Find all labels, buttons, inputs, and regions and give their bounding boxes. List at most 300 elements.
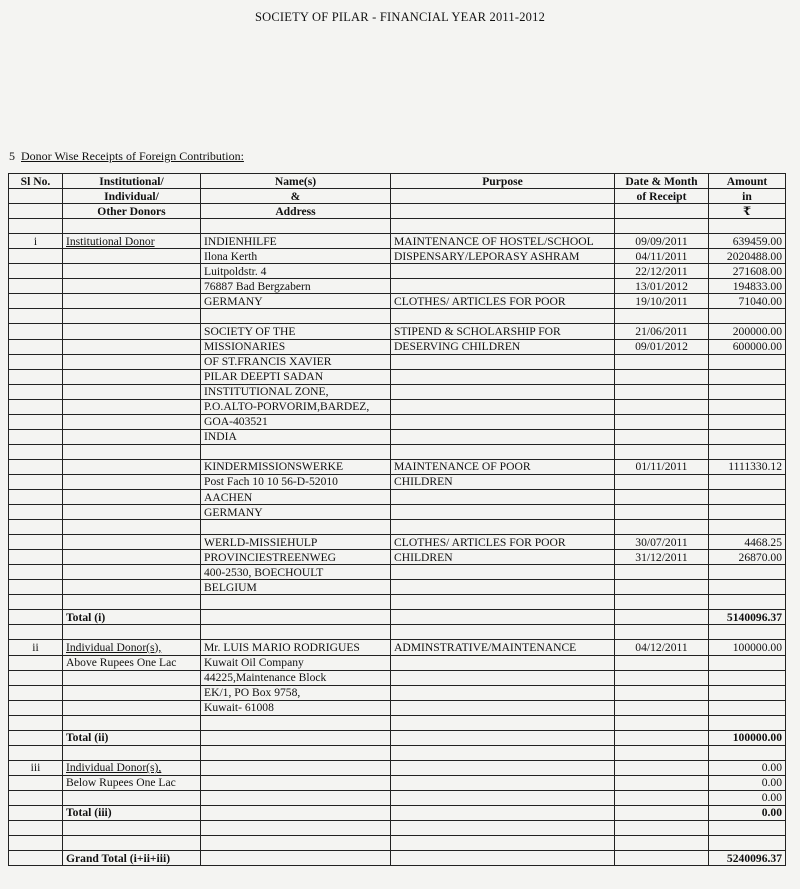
header-receipt-date — [615, 204, 709, 219]
header-amount: ₹ — [709, 204, 786, 219]
table-row — [9, 821, 786, 836]
cell-receipt-date — [615, 429, 709, 444]
cell-amount — [709, 369, 786, 384]
cell-amount: 639459.00 — [709, 234, 786, 249]
cell-donor-type — [63, 790, 201, 805]
cell-sl-no — [9, 369, 63, 384]
table-row — [9, 474, 786, 489]
cell-receipt-date — [615, 489, 709, 504]
table-row — [9, 294, 786, 309]
table-row — [9, 790, 786, 805]
cell-name-address: INDIA — [201, 429, 391, 444]
cell-receipt-date: 13/01/2012 — [615, 279, 709, 294]
table-row — [9, 459, 786, 474]
cell-donor-type — [63, 219, 201, 234]
cell-name-address: PILAR DEEPTI SADAN — [201, 369, 391, 384]
cell-sl-no — [9, 489, 63, 504]
table-row — [9, 429, 786, 444]
cell-amount — [709, 836, 786, 851]
cell-purpose — [391, 414, 615, 429]
cell-receipt-date — [615, 399, 709, 414]
cell-donor-type — [63, 565, 201, 580]
cell-sl-no — [9, 264, 63, 279]
cell-sl-no — [9, 730, 63, 745]
table-row — [9, 324, 786, 339]
cell-receipt-date: 31/12/2011 — [615, 550, 709, 565]
cell-name-address — [201, 715, 391, 730]
cell-receipt-date — [615, 775, 709, 790]
cell-donor-type — [63, 279, 201, 294]
cell-amount: 5140096.37 — [709, 610, 786, 625]
cell-purpose — [391, 444, 615, 459]
cell-receipt-date — [615, 836, 709, 851]
cell-name-address: GERMANY — [201, 505, 391, 520]
cell-purpose — [391, 715, 615, 730]
cell-purpose — [391, 700, 615, 715]
cell-receipt-date: 09/01/2012 — [615, 339, 709, 354]
cell-name-address: Kuwait Oil Company — [201, 655, 391, 670]
cell-name-address: PROVINCIESTREENWEG — [201, 550, 391, 565]
cell-amount — [709, 520, 786, 535]
cell-donor-type — [63, 354, 201, 369]
table-row — [9, 565, 786, 580]
cell-purpose — [391, 836, 615, 851]
table-row — [9, 309, 786, 324]
cell-receipt-date: 21/06/2011 — [615, 324, 709, 339]
cell-donor-type — [63, 625, 201, 640]
header-receipt-date: Date & Month — [615, 174, 709, 189]
cell-receipt-date — [615, 444, 709, 459]
cell-name-address: P.O.ALTO-PORVORIM,BARDEZ, — [201, 399, 391, 414]
cell-purpose — [391, 775, 615, 790]
cell-name-address — [201, 730, 391, 745]
cell-purpose — [391, 264, 615, 279]
cell-donor-type: Institutional Donor — [63, 234, 201, 249]
cell-sl-no — [9, 805, 63, 820]
cell-receipt-date — [615, 745, 709, 760]
cell-sl-no — [9, 384, 63, 399]
cell-purpose — [391, 369, 615, 384]
cell-sl-no — [9, 520, 63, 535]
cell-donor-type: Below Rupees One Lac — [63, 775, 201, 790]
header-donor-type: Other Donors — [63, 204, 201, 219]
table-row — [9, 580, 786, 595]
cell-amount — [709, 715, 786, 730]
cell-purpose — [391, 309, 615, 324]
cell-name-address: AACHEN — [201, 489, 391, 504]
cell-purpose — [391, 595, 615, 610]
table-row — [9, 384, 786, 399]
cell-name-address: Ilona Kerth — [201, 249, 391, 264]
header-donor-type: Institutional/ — [63, 174, 201, 189]
cell-amount: 0.00 — [709, 775, 786, 790]
cell-donor-type — [63, 580, 201, 595]
cell-donor-type — [63, 324, 201, 339]
cell-donor-type — [63, 745, 201, 760]
cell-amount: 26870.00 — [709, 550, 786, 565]
cell-receipt-date — [615, 805, 709, 820]
cell-name-address: BELGIUM — [201, 580, 391, 595]
cell-sl-no: iii — [9, 760, 63, 775]
header-sl-no — [9, 189, 63, 204]
cell-sl-no — [9, 474, 63, 489]
cell-receipt-date — [615, 384, 709, 399]
cell-amount — [709, 625, 786, 640]
cell-receipt-date — [615, 730, 709, 745]
header-name-address: & — [201, 189, 391, 204]
cell-receipt-date — [615, 505, 709, 520]
table-row — [9, 655, 786, 670]
cell-amount: 194833.00 — [709, 279, 786, 294]
cell-donor-type — [63, 384, 201, 399]
cell-sl-no — [9, 354, 63, 369]
table-row — [9, 775, 786, 790]
table-row — [9, 836, 786, 851]
cell-receipt-date: 09/09/2011 — [615, 234, 709, 249]
header-row — [9, 204, 786, 219]
cell-donor-type — [63, 505, 201, 520]
table-row — [9, 354, 786, 369]
cell-receipt-date: 04/12/2011 — [615, 640, 709, 655]
cell-amount — [709, 219, 786, 234]
cell-purpose: CHILDREN — [391, 474, 615, 489]
cell-purpose — [391, 685, 615, 700]
table-row — [9, 279, 786, 294]
cell-receipt-date — [615, 715, 709, 730]
cell-receipt-date — [615, 790, 709, 805]
cell-sl-no — [9, 595, 63, 610]
cell-receipt-date — [615, 219, 709, 234]
cell-sl-no — [9, 429, 63, 444]
table-row — [9, 505, 786, 520]
cell-name-address: Post Fach 10 10 56-D-52010 — [201, 474, 391, 489]
table-row — [9, 414, 786, 429]
cell-sl-no — [9, 670, 63, 685]
cell-amount — [709, 414, 786, 429]
cell-donor-type: Individual Donor(s), — [63, 760, 201, 775]
cell-sl-no — [9, 535, 63, 550]
cell-sl-no — [9, 219, 63, 234]
cell-name-address: SOCIETY OF THE — [201, 324, 391, 339]
table-row — [9, 625, 786, 640]
cell-sl-no — [9, 399, 63, 414]
cell-purpose — [391, 580, 615, 595]
header-purpose: Purpose — [391, 174, 615, 189]
cell-sl-no — [9, 775, 63, 790]
cell-sl-no: ii — [9, 640, 63, 655]
cell-donor-type — [63, 535, 201, 550]
cell-donor-type: Total (iii) — [63, 805, 201, 820]
cell-name-address — [201, 745, 391, 760]
cell-amount — [709, 580, 786, 595]
cell-donor-type — [63, 700, 201, 715]
cell-donor-type — [63, 821, 201, 836]
cell-purpose — [391, 489, 615, 504]
table-row — [9, 685, 786, 700]
cell-sl-no — [9, 700, 63, 715]
cell-amount — [709, 489, 786, 504]
table-row — [9, 760, 786, 775]
table-row — [9, 369, 786, 384]
cell-purpose — [391, 760, 615, 775]
cell-donor-type — [63, 369, 201, 384]
cell-receipt-date — [615, 760, 709, 775]
cell-donor-type — [63, 685, 201, 700]
cell-donor-type: Individual Donor(s), — [63, 640, 201, 655]
cell-name-address: GERMANY — [201, 294, 391, 309]
cell-purpose — [391, 730, 615, 745]
cell-name-address — [201, 610, 391, 625]
cell-name-address: INSTITUTIONAL ZONE, — [201, 384, 391, 399]
section-title: Donor Wise Receipts of Foreign Contribution: — [21, 149, 244, 163]
cell-donor-type — [63, 264, 201, 279]
cell-amount — [709, 444, 786, 459]
cell-name-address: OF ST.FRANCIS XAVIER — [201, 354, 391, 369]
header-receipt-date: of Receipt — [615, 189, 709, 204]
cell-purpose — [391, 384, 615, 399]
cell-name-address — [201, 790, 391, 805]
cell-receipt-date — [615, 655, 709, 670]
cell-receipt-date: 30/07/2011 — [615, 535, 709, 550]
cell-donor-type — [63, 429, 201, 444]
donor-receipts-table — [8, 173, 786, 866]
page-title: SOCIETY OF PILAR - FINANCIAL YEAR 2011-2012 — [254, 10, 546, 24]
cell-receipt-date: 22/12/2011 — [615, 264, 709, 279]
cell-name-address — [201, 760, 391, 775]
cell-purpose: CLOTHES/ ARTICLES FOR POOR — [391, 535, 615, 550]
cell-sl-no — [9, 294, 63, 309]
cell-name-address: 400-2530, BOECHOULT — [201, 565, 391, 580]
table-row — [9, 640, 786, 655]
cell-amount — [709, 474, 786, 489]
table-row — [9, 535, 786, 550]
cell-amount — [709, 384, 786, 399]
cell-sl-no — [9, 550, 63, 565]
cell-purpose — [391, 625, 615, 640]
table-row — [9, 670, 786, 685]
cell-purpose — [391, 655, 615, 670]
cell-name-address: Mr. LUIS MARIO RODRIGUES — [201, 640, 391, 655]
table-row — [9, 805, 786, 820]
cell-purpose: CLOTHES/ ARTICLES FOR POOR — [391, 294, 615, 309]
cell-receipt-date — [615, 700, 709, 715]
cell-sl-no — [9, 821, 63, 836]
cell-name-address — [201, 520, 391, 535]
cell-amount: 1111330.12 — [709, 459, 786, 474]
cell-donor-type — [63, 474, 201, 489]
cell-name-address: MISSIONARIES — [201, 339, 391, 354]
cell-purpose — [391, 219, 615, 234]
cell-donor-type — [63, 459, 201, 474]
header-purpose — [391, 204, 615, 219]
cell-sl-no — [9, 309, 63, 324]
section-heading — [9, 149, 244, 164]
table-row — [9, 339, 786, 354]
table-row — [9, 219, 786, 234]
cell-sl-no — [9, 324, 63, 339]
cell-purpose: DISPENSARY/LEPORASY ASHRAM — [391, 249, 615, 264]
cell-receipt-date — [615, 851, 709, 866]
cell-amount — [709, 685, 786, 700]
table-row — [9, 234, 786, 249]
cell-donor-type — [63, 520, 201, 535]
cell-amount — [709, 399, 786, 414]
cell-sl-no — [9, 414, 63, 429]
cell-purpose — [391, 505, 615, 520]
cell-name-address: WERLD-MISSIEHULP — [201, 535, 391, 550]
header-donor-type: Individual/ — [63, 189, 201, 204]
table-row — [9, 730, 786, 745]
cell-amount: 200000.00 — [709, 324, 786, 339]
table-row — [9, 399, 786, 414]
cell-amount — [709, 745, 786, 760]
cell-name-address — [201, 836, 391, 851]
cell-name-address: KINDERMISSIONSWERKE — [201, 459, 391, 474]
cell-sl-no — [9, 685, 63, 700]
cell-sl-no — [9, 745, 63, 760]
cell-sl-no — [9, 565, 63, 580]
cell-donor-type — [63, 670, 201, 685]
table-row — [9, 715, 786, 730]
cell-donor-type — [63, 444, 201, 459]
table-row — [9, 444, 786, 459]
cell-donor-type — [63, 595, 201, 610]
cell-amount: 0.00 — [709, 790, 786, 805]
table-row — [9, 520, 786, 535]
cell-name-address — [201, 625, 391, 640]
cell-sl-no — [9, 249, 63, 264]
table-row — [9, 851, 786, 866]
cell-purpose: STIPEND & SCHOLARSHIP FOR — [391, 324, 615, 339]
cell-purpose — [391, 670, 615, 685]
cell-receipt-date — [615, 354, 709, 369]
cell-name-address — [201, 805, 391, 820]
cell-purpose — [391, 610, 615, 625]
cell-receipt-date — [615, 670, 709, 685]
table-row — [9, 264, 786, 279]
table-row — [9, 745, 786, 760]
cell-amount — [709, 655, 786, 670]
cell-name-address: 76887 Bad Bergzabern — [201, 279, 391, 294]
cell-amount — [709, 595, 786, 610]
cell-sl-no — [9, 715, 63, 730]
cell-purpose — [391, 429, 615, 444]
table-row — [9, 595, 786, 610]
cell-amount: 600000.00 — [709, 339, 786, 354]
cell-receipt-date — [615, 565, 709, 580]
cell-receipt-date — [615, 520, 709, 535]
cell-sl-no — [9, 851, 63, 866]
header-amount: in — [709, 189, 786, 204]
cell-amount: 2020488.00 — [709, 249, 786, 264]
cell-amount: 4468.25 — [709, 535, 786, 550]
header-name-address: Name(s) — [201, 174, 391, 189]
cell-sl-no — [9, 444, 63, 459]
cell-donor-type — [63, 715, 201, 730]
table-row — [9, 610, 786, 625]
header-amount: Amount — [709, 174, 786, 189]
cell-sl-no — [9, 790, 63, 805]
cell-purpose: ADMINSTRATIVE/MAINTENANCE — [391, 640, 615, 655]
cell-name-address — [201, 851, 391, 866]
header-row — [9, 189, 786, 204]
header-name-address: Address — [201, 204, 391, 219]
cell-name-address — [201, 821, 391, 836]
cell-sl-no: i — [9, 234, 63, 249]
cell-amount: 100000.00 — [709, 640, 786, 655]
cell-purpose — [391, 565, 615, 580]
cell-receipt-date — [615, 821, 709, 836]
cell-amount: 71040.00 — [709, 294, 786, 309]
cell-sl-no — [9, 655, 63, 670]
cell-donor-type — [63, 294, 201, 309]
cell-receipt-date — [615, 625, 709, 640]
cell-receipt-date — [615, 309, 709, 324]
cell-receipt-date — [615, 414, 709, 429]
cell-name-address — [201, 595, 391, 610]
cell-amount — [709, 565, 786, 580]
header-sl-no — [9, 204, 63, 219]
cell-receipt-date: 01/11/2011 — [615, 459, 709, 474]
cell-name-address: GOA-403521 — [201, 414, 391, 429]
cell-name-address — [201, 444, 391, 459]
cell-donor-type: Grand Total (i+ii+iii) — [63, 851, 201, 866]
header-purpose — [391, 189, 615, 204]
table-row — [9, 700, 786, 715]
cell-donor-type: Total (i) — [63, 610, 201, 625]
cell-amount: 271608.00 — [709, 264, 786, 279]
cell-sl-no — [9, 339, 63, 354]
table-row — [9, 249, 786, 264]
cell-donor-type — [63, 550, 201, 565]
cell-purpose — [391, 354, 615, 369]
cell-name-address — [201, 309, 391, 324]
cell-name-address: INDIENHILFE — [201, 234, 391, 249]
cell-receipt-date — [615, 685, 709, 700]
header-sl-no: Sl No. — [9, 174, 63, 189]
cell-donor-type — [63, 489, 201, 504]
cell-amount — [709, 354, 786, 369]
cell-purpose: MAINTENANCE OF POOR — [391, 459, 615, 474]
cell-donor-type — [63, 414, 201, 429]
cell-donor-type — [63, 836, 201, 851]
cell-receipt-date — [615, 595, 709, 610]
cell-purpose: CHILDREN — [391, 550, 615, 565]
cell-purpose — [391, 851, 615, 866]
cell-name-address: Luitpoldstr. 4 — [201, 264, 391, 279]
cell-sl-no — [9, 580, 63, 595]
cell-sl-no — [9, 279, 63, 294]
cell-amount: 0.00 — [709, 805, 786, 820]
cell-amount — [709, 505, 786, 520]
cell-purpose: MAINTENANCE OF HOSTEL/SCHOOL — [391, 234, 615, 249]
cell-purpose — [391, 790, 615, 805]
cell-amount — [709, 700, 786, 715]
cell-donor-type: Above Rupees One Lac — [63, 655, 201, 670]
cell-amount — [709, 309, 786, 324]
cell-amount — [709, 821, 786, 836]
cell-sl-no — [9, 625, 63, 640]
table-row — [9, 550, 786, 565]
cell-purpose — [391, 279, 615, 294]
section-number: 5 — [9, 149, 15, 163]
cell-donor-type — [63, 309, 201, 324]
cell-sl-no — [9, 505, 63, 520]
cell-amount: 100000.00 — [709, 730, 786, 745]
cell-purpose — [391, 520, 615, 535]
cell-name-address — [201, 775, 391, 790]
cell-donor-type — [63, 339, 201, 354]
